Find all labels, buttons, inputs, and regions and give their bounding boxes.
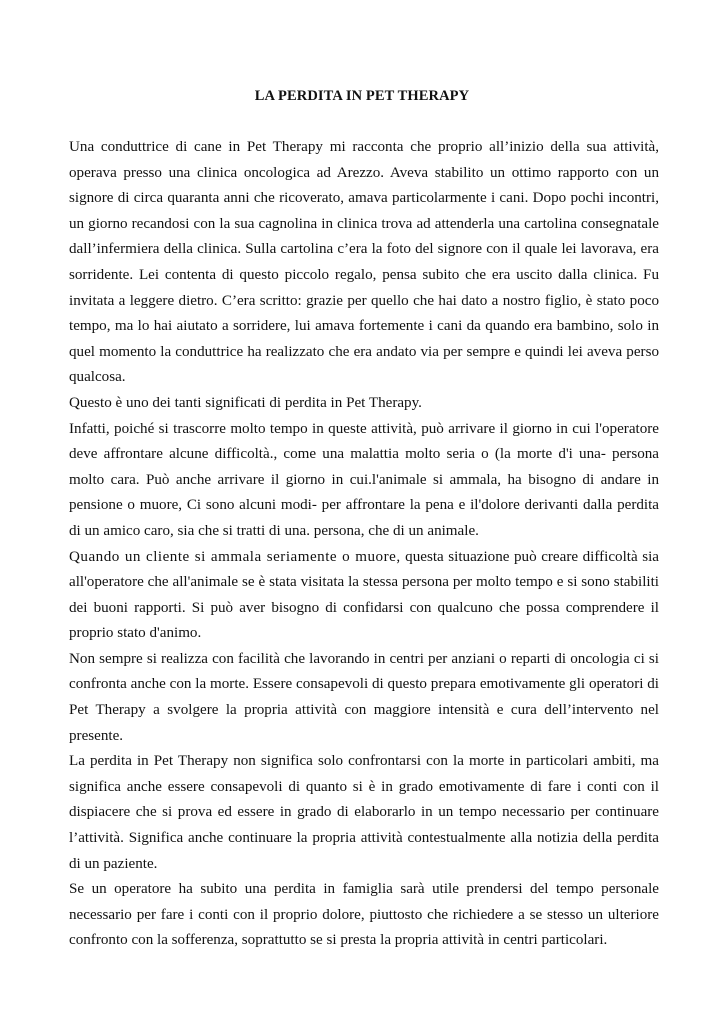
paragraph-conduttrice-story: Una conduttrice di cane in Pet Therapy mi racconta che proprio all’inizio della sua attività, operava presso una clinica oncologica ad Arezzo. Aveva stabilito un ottimo rapporto con un signore di circa quaranta anni che ricoverato, amava particolarmente i cani. Dopo pochi incontri, un giorno recandosi con la sua cagnolina in clinica trova ad attenderla una cartolina consegnatale dall’infermiera della clinica. Sulla cartolina c’era la foto del signore con il quale lei lavorava, era sorridente. Lei contenta di questo piccolo regalo, pensa subito che era uscito dalla clinica. Fu invitata a leggere dietro. C’era scritto: grazie per quello che hai dato a nostro figlio, è stato poco tempo, ma lo hai aiutato a sorridere, lui amava fortemente i cani da quando era bambino, solo in quel momento la conduttrice ha realizzato che era andato via per sempre e quindi lei aveva perso qualcosa. (69, 139, 659, 386)
paragraph-difficolta: Infatti, poiché si trascorre molto tempo in queste attività, può arrivare il giorno in cui l'operatore deve affrontare alcune difficoltà., come una malattia molto seria o (la morte d'i una- persona molto cara. Può anche arrivare il giorno in cui.l'animale si ammala, ha bisogno di andare in pensione o muore, Ci sono alcuni modi- per affrontare la pena e il'dolore derivanti dalla perdita di un amico caro, sia che si tratti di una. persona, che di un animale. (69, 420, 659, 539)
paragraph-significato: Questo è uno dei tanti significati di perdita in Pet Therapy. (69, 394, 422, 411)
paragraph-centri-anziani: Non sempre si realizza con facilità che lavorando in centri per anziani o reparti di oncologia ci si confronta anche con la morte. Essere consapevoli di questo prepara emotivamente gli operatori di Pet Therapy a svolgere la propria attività con maggiore intensità e cura dell’intervento nel presente. (69, 650, 659, 744)
paragraph-rest-text: questa situazione può creare difficoltà sia all'operatore che all'animale se è stata visitata la stessa persona per molto tempo e si sono stabiliti dei buoni rapporti. Si può aver bisogno di confidarsi con qualcuno che possa comprendere il proprio stato d'animo. (69, 548, 659, 642)
paragraph-cliente-ammalato (69, 545, 659, 647)
document-title: LA PERDITA IN PET THERAPY (254, 88, 470, 104)
paragraph-perdita-famiglia: Se un operatore ha subito una perdita in famiglia sarà utile prendersi del tempo personale necessario per fare i conti con il proprio dolore, piuttosto che richiedere a se stesso un ulteriore confronto con la sofferenza, soprattutto se si presta la propria attività in centri particolari. (69, 881, 659, 949)
paragraph-lead-text: Quando un cliente si ammala seriamente o muore, (69, 548, 401, 565)
document-body (69, 135, 659, 954)
paragraph-perdita-significato: La perdita in Pet Therapy non significa solo confrontarsi con la morte in particolari ambiti, ma significa anche essere consapevoli di quanto si è in grado emotivamente di fare i conti con il dispiacere che si prova ed essere in grado di elaborarlo in un tempo necessario per continuare l’attività. Significa anche continuare la propria attività contestualmente alla notizia della perdita di un paziente. (69, 753, 659, 872)
